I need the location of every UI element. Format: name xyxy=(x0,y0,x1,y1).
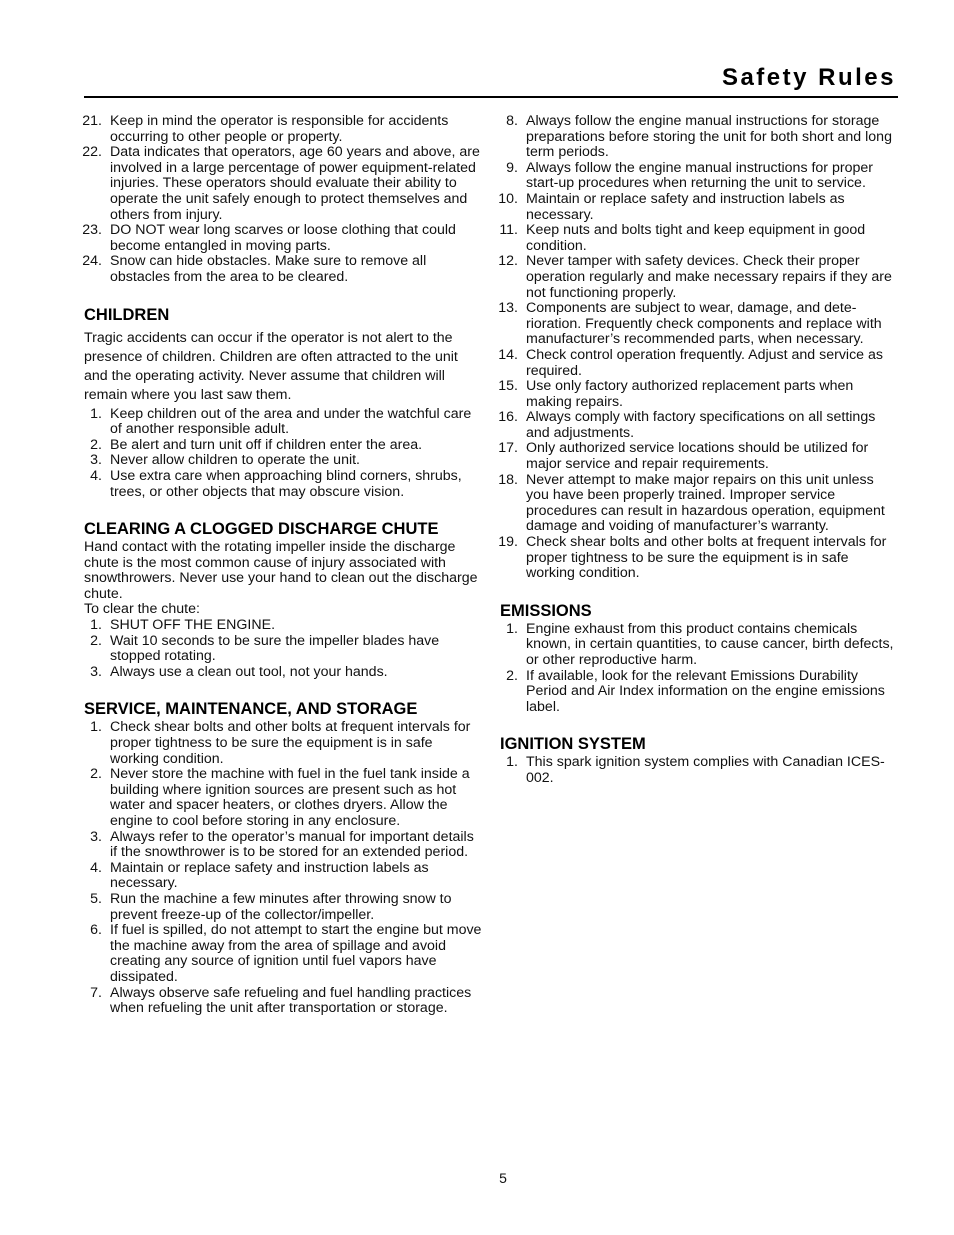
list-item: 24. Snow can hide obstacles. Make sure to remove all obstacles from the area to be cleared. xyxy=(82,253,427,285)
list-item: 2. Never store the machine with fuel in the fuel tank inside a building where ignition sources are present such as hot water and spacer heaters, or clothes dryers. Allow the engine to cool before storing in any enclosure. xyxy=(90,766,470,829)
list-item: 4. Maintain or replace safety and instruction labels as necessary. xyxy=(90,859,429,892)
list-item: 8. Always follow the engine manual instructions for storage preparations before storing the unit for both short and long term periods. xyxy=(506,113,892,161)
section-heading-ignition: IGNITION SYSTEM xyxy=(500,735,646,754)
list-item: 3. Always use a clean out tool, not your hands. xyxy=(90,663,388,680)
clearing-list xyxy=(84,618,484,680)
list-item: 4. Use extra care when approaching blind corners, shrubs, trees, or other objects that may obscure vision. xyxy=(90,467,462,500)
list-item: 7. Always observe safe refueling and fuel handling practices when refueling the unit after transportation or storage. xyxy=(90,984,472,1017)
list-item: 1. SHUT OFF THE ENGINE. xyxy=(90,617,276,634)
list-item: 23. DO NOT wear long scarves or loose clothing that could become entangled in moving parts. xyxy=(82,222,456,254)
page-title: Safety Rules xyxy=(721,64,896,91)
section-heading-emissions: EMISSIONS xyxy=(500,601,592,620)
list-item: 1. This spark ignition system complies with Canadian ICES-002. xyxy=(506,754,885,786)
list-item: 13. Components are subject to wear, damage, and deterioration. Frequently check components and replace with manufacturer’s recommended parts, when necessary. xyxy=(498,300,882,348)
list-item: 9. Always follow the engine manual instructions for proper start-up procedures when returning the unit to service. xyxy=(506,159,873,192)
clearing-lead: To clear the chute: xyxy=(84,601,200,618)
right-column xyxy=(500,114,900,787)
list-item: 18. Never attempt to make major repairs on this unit unless you have been properly trained. Improper service procedures can result in hazardous operation, equipment damage and voiding of manufacturer’s warranty. xyxy=(498,471,885,535)
children-list xyxy=(84,407,484,501)
list-item: 1. Keep children out of the area and under the watchful care of another responsible adult. xyxy=(90,405,472,438)
service-list-continued xyxy=(500,114,900,582)
section-heading-children: CHILDREN xyxy=(84,305,170,324)
title-rule xyxy=(84,96,898,98)
list-item: 5. Run the machine a few minutes after throwing snow to prevent freeze-up of the collector/impeller. xyxy=(90,890,452,923)
intro-list xyxy=(84,114,484,286)
page-number: 5 xyxy=(499,1170,507,1186)
list-item: 22. Data indicates that operators, age 60 years and above, are involved in a large percentage of power equipment-related injuries. These operators should evaluate their ability to operate the unit safely enough to protect themselves and others from injury. xyxy=(82,144,480,223)
list-item: 2. Be alert and turn unit off if children enter the area. xyxy=(90,436,423,453)
emissions-list xyxy=(500,622,900,716)
list-item: 12. Never tamper with safety devices. Check their proper operation regularly and make necessary repairs if they are not functioning properly. xyxy=(498,253,892,301)
list-item: 19. Check shear bolts and other bolts at frequent intervals for proper tightness to be sure the equipment is in safe working condition. xyxy=(498,534,887,582)
service-list xyxy=(84,720,484,1016)
list-item: 16. Always comply with factory specifications on all settings and adjustments. xyxy=(498,409,876,441)
clearing-paragraph: Hand contact with the rotating impeller inside the discharge chute is the most common cause of injury associated with snowthrowers. Never use your hand to clean out the discharge chute. xyxy=(84,539,478,602)
section-heading-service: SERVICE, MAINTENANCE, AND STORAGE xyxy=(84,700,418,719)
list-item: 11. Keep nuts and bolts tight and keep equipment in good condition. xyxy=(499,222,866,254)
list-item: 3. Never allow children to operate the unit. xyxy=(90,452,360,469)
list-item: 17. Only authorized service locations should be utilized for major service and repair requirements. xyxy=(498,440,869,473)
list-item: 21. Keep in mind the operator is responsible for accidents occurring to other people or property. xyxy=(82,113,449,145)
list-item: 6. If fuel is spilled, do not attempt to start the engine but move the machine away from the area of spillage and avoid creating any source of ignition until fuel vapors have dissipated. xyxy=(90,922,482,985)
children-paragraph: Tragic accidents can occur if the operator is not alert to the presence of children. Children are often attracted to the unit and the operating activity. Never assume that children will remain where you last saw them. xyxy=(84,329,458,403)
list-item: 2. Wait 10 seconds to be sure the impeller blades have stopped rotating. xyxy=(90,632,440,665)
list-item: 14. Check control operation frequently. Adjust and service as required. xyxy=(498,346,883,379)
list-item: 10. Maintain or replace safety and instruction labels as necessary. xyxy=(498,190,845,223)
list-item: 1. Engine exhaust from this product contains chemicals known, in certain quantities, to cause cancer, birth defects, or other reproductive harm. xyxy=(506,620,894,668)
ignition-list xyxy=(500,755,900,786)
left-column xyxy=(84,114,484,1017)
list-item: 1. Check shear bolts and other bolts at frequent intervals for proper tightness to be sure the equipment is in safe working condition. xyxy=(90,719,471,767)
list-item: 15. Use only factory authorized replacement parts when making repairs. xyxy=(498,378,854,410)
list-item: 2. If available, look for the relevant Emissions Durability Period and Air Index information on the engine emissions label. xyxy=(506,667,885,715)
list-item: 3. Always refer to the operator’s manual for important details if the snowthrower is to be stored for an extended period. xyxy=(90,828,474,861)
section-heading-clearing: CLEARING A CLOGGED DISCHARGE CHUTE xyxy=(84,520,439,539)
